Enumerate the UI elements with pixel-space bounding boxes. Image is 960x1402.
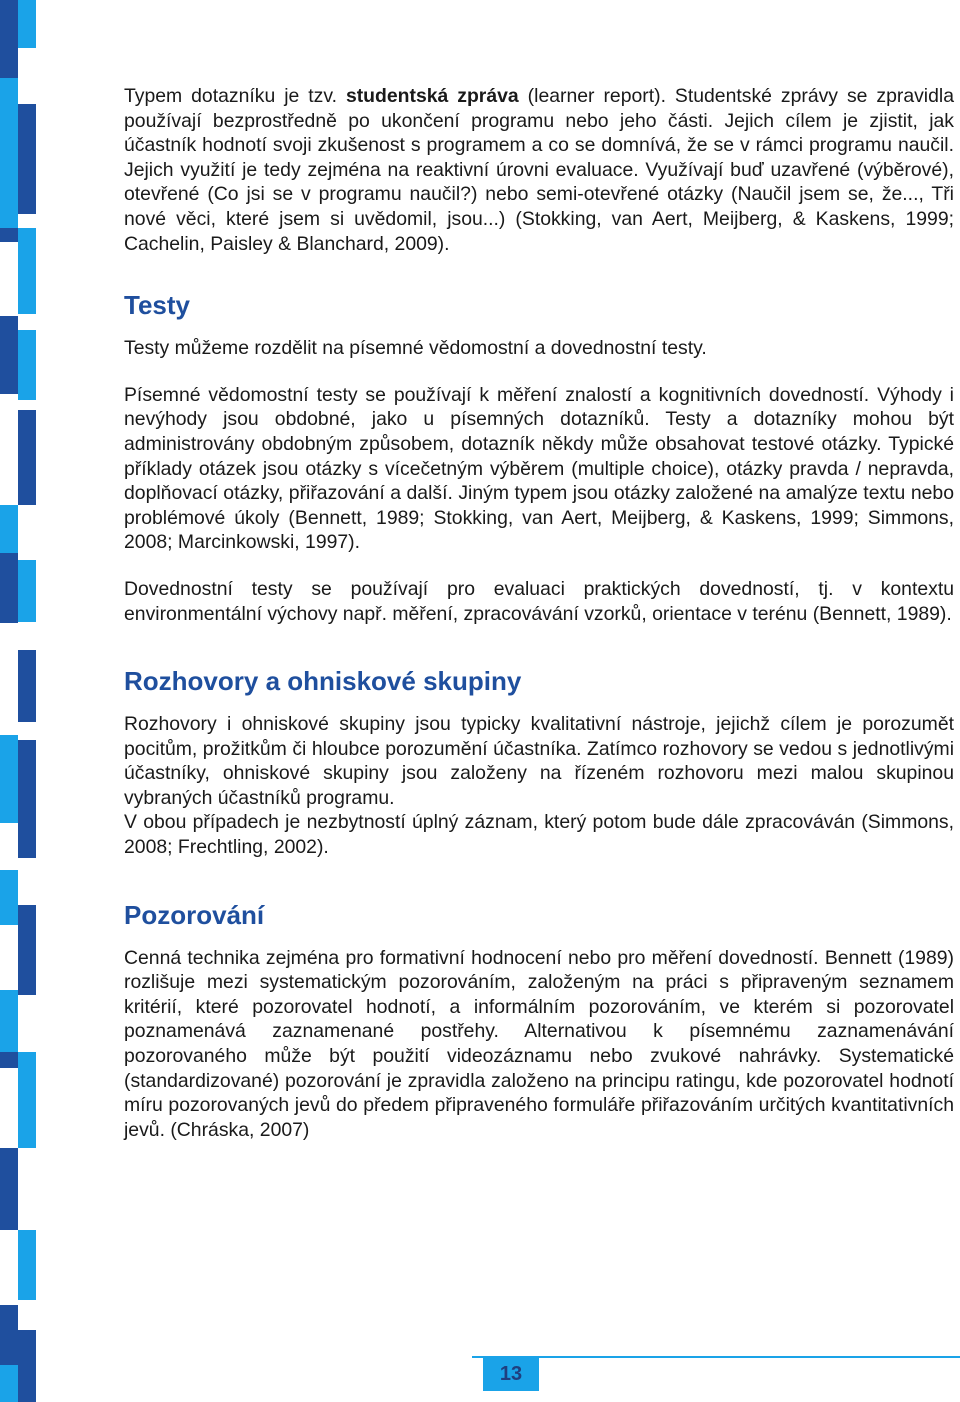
strip-block	[0, 1365, 18, 1402]
paragraph-pozorovani-1: Cenná technika zejména pro formativní hodnocení nebo pro měření dovedností. Bennett (1989) rozlišuje mezi systematickým pozorováním, založeným na práci s připraveným seznamem kritérií, které pozorovatel hodnotí, a informálním pozorováním, ve kterém si pozorovatel poznamenává zaznamenané postřehy. Alternativou k písemnému zaznamenávání pozorovaného může být použití videozáznamu nebo zvukové nahrávky. Systematické (standardizované) pozorování je zpravidla založeno na principu ratingu, kde pozorovatel hodnotí míru pozorovaných jevů do předem připraveného formuláře přiřazováním určitých kvantitativních jevů. (Chráska, 2007)	[124, 946, 954, 1141]
strip-block	[18, 228, 36, 314]
strip-block	[0, 735, 18, 823]
strip-block	[18, 410, 36, 505]
intro-bold-term: studentská zpráva	[345, 85, 519, 107]
strip-block	[0, 78, 18, 228]
intro-text-start: Typem dotazníku je tzv.	[124, 85, 346, 107]
strip-block	[0, 0, 18, 48]
heading-pozorovani: Pozorování	[124, 899, 265, 930]
paragraph-testy-1: Testy můžeme rozdělit na písemné vědomostní a dovednostní testy.	[124, 337, 707, 360]
strip-block	[0, 48, 18, 78]
strip-block	[0, 1305, 18, 1365]
strip-block	[18, 905, 36, 995]
strip-block	[0, 1052, 18, 1068]
page-body	[124, 84, 954, 1142]
strip-block	[18, 740, 36, 858]
strip-block	[0, 505, 18, 553]
paragraph-intro	[124, 84, 954, 256]
strip-block	[18, 650, 36, 722]
intro-text-rest: (learner report). Studentské zprávy se zpravidla používají bezprostředně po ukončení programu nebo jeho části. Jejich cílem je zjistit, jak účastník hodnotí svoji zkušenost s programem a co se domnívá, že se v rámci programu naučil. Jejich využití je tedy zejména na reaktivní úrovni evaluace. Využívají buď uzavřené (výběrové), otevřené (Co jsi se v programu naučil?) nebo semi-otevřené otázky (Naučil jsem se, že..., Tři nové věci, které jsem si uvědomil, jsou...) (Stokking, van Aert, Meijberg, & Kaskens, 1999; Cachelin, Paisley & Blanchard, 2009).	[124, 85, 954, 255]
strip-block	[0, 1148, 18, 1230]
strip-block	[0, 990, 18, 1052]
strip-block	[18, 104, 36, 214]
decorative-side-strip	[0, 0, 44, 1402]
footer-rule	[472, 1356, 960, 1358]
strip-block	[0, 553, 18, 623]
strip-block	[0, 316, 18, 394]
strip-block	[0, 228, 18, 242]
strip-block	[18, 0, 36, 48]
heading-rozhovory: Rozhovory a ohniskové skupiny	[124, 666, 522, 697]
paragraph-rozhovory-2: V obou případech je nezbytností úplný záznam, který potom bude dále zpracováván (Simmons, 2008; Frechtling, 2002).	[124, 811, 954, 859]
paragraph-testy-2: Písemné vědomostní testy se používají k měření znalostí a kognitivních dovedností. Výhody i nevýhody jsou obdobné, jako u písemných dotazníků. Testy a dotazníky mohou být administrovány obdobným způsobem, dotazník někdy může obsahovat testové otázky. Typické příklady otázek jsou otázky s vícečetným výběrem (multiple choice), otázky pravda / nepravda, doplňovací otázky, přiřazování a další. Jiným typem jsou otázky založené na amalýze textu nebo problémové úkoly (Bennett, 1989; Stokking, van Aert, Meijberg, & Kaskens, 1999; Simmons, 2008; Marcinkowski, 1997).	[124, 383, 954, 554]
strip-block	[18, 1052, 36, 1148]
strip-block	[18, 1230, 36, 1300]
heading-testy: Testy	[124, 290, 190, 321]
page-number: 13	[483, 1357, 539, 1391]
strip-block	[0, 870, 18, 925]
strip-block	[18, 560, 36, 622]
paragraph-rozhovory-1: Rozhovory i ohniskové skupiny jsou typicky kvalitativní nástroje, jejichž cílem je porozumět pocitům, prožitkům či hloubce porozumění účastníka. Zatímco rozhovory se vedou s jednotlivými účastníky, ohniskové skupiny jsou založeny na řízeném rozhovoru mezi malou skupinou vybraných účastníků programu.	[124, 713, 954, 809]
paragraph-testy-3: Dovednostní testy se používají pro evaluaci praktických dovedností, tj. v kontextu environmentální výchovy např. měření, zpracovávání vzorků, orientace v terénu (Bennett, 1989).	[124, 577, 954, 625]
strip-block	[18, 1330, 36, 1402]
strip-block	[18, 330, 36, 400]
